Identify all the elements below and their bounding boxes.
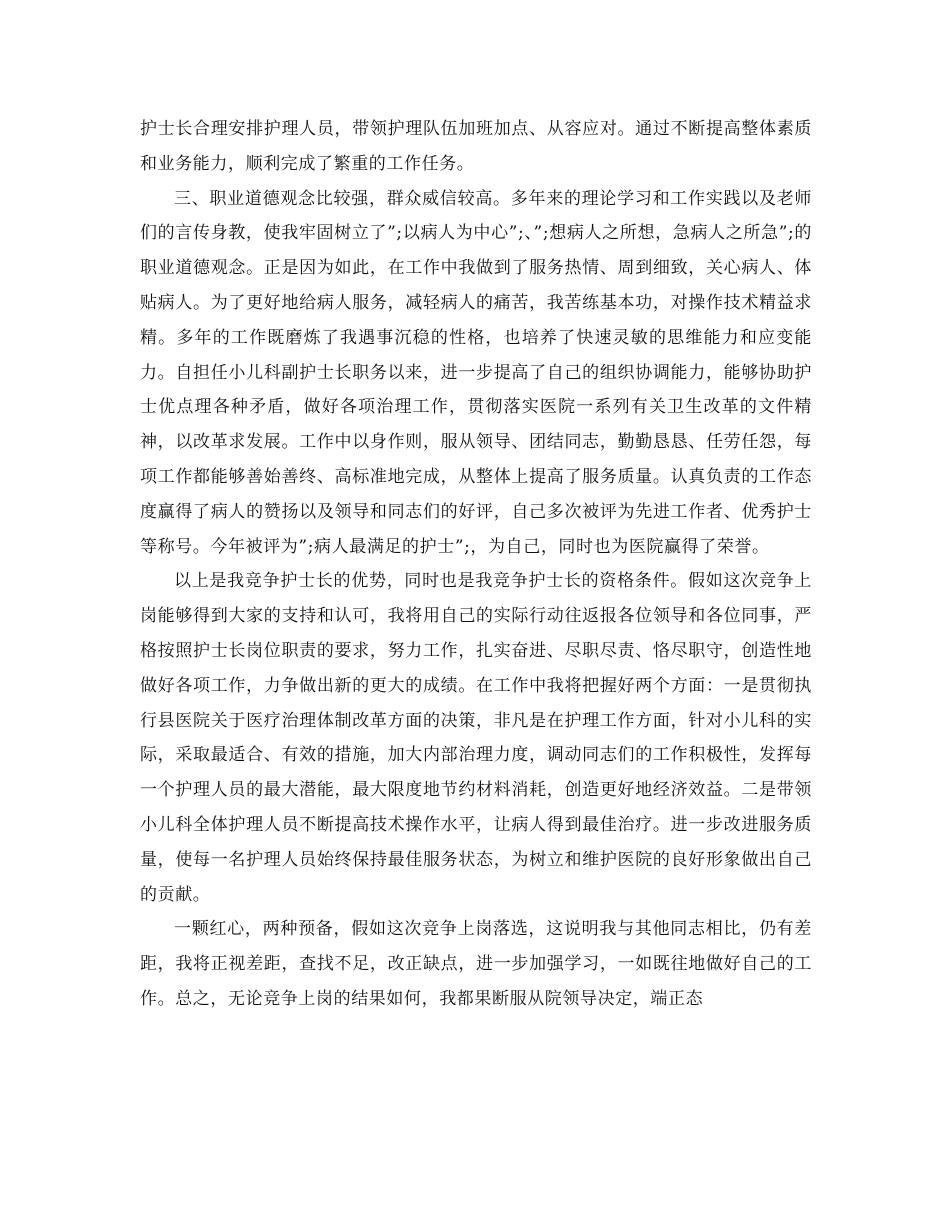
paragraph-4: 一颗红心，两种预备，假如这次竞争上岗落选，这说明我与其他同志相比，仍有差距，我将正视差距，查找不足，改正缺点，进一步加强学习，一如既往地做好自己的工作。总之，无论竞争上岗的结果如何，我都果断服从院领导决定，端正态 — [140, 919, 812, 1009]
document-body — [140, 112, 812, 1017]
paragraph-2: 三、职业道德观念比较强，群众威信较高。多年来的理论学习和工作实践以及老师们的言传身教，使我牢固树立了”;以病人为中心”;、”;想病人之所想，急病人之所急”;的职业道德观念。正是因为如此，在工作中我做到了服务热情、周到细致，关心病人、体贴病人。为了更好地给病人服务，减轻病人的痛苦，我苦练基本功，对操作技术精益求精。多年的工作既磨炼了我遇事沉稳的性格，也培养了快速灵敏的思维能力和应变能力。自担任小儿科副护士长职务以来，进一步提高了自己的组织协调能力，能够协助护士优点理各种矛盾，做好各项治理工作，贯彻落实医院一系列有关卫生改革的文件精神，以改革求发展。工作中以身作则，服从领导、团结同志，勤勤恳恳、任劳任怨，每项工作都能够善始善终、高标准地完成，从整体上提高了服务质量。认真负责的工作态度赢得了病人的赞扬以及领导和同志们的好评，自己多次被评为先进工作者、优秀护士等称号。今年被评为”;病人最满足的护士”;，为自己，同时也为医院赢得了荣誉。 — [140, 188, 812, 557]
paragraph-1: 护士长合理安排护理人员，带领护理队伍加班加点、从容应对。通过不断提高整体素质和业务能力，顺利完成了繁重的工作任务。 — [140, 119, 812, 174]
paragraph-3: 以上是我竞争护士长的优势，同时也是我竞争护士长的资格条件。假如这次竞争上岗能够得到大家的支持和认可，我将用自己的实际行动往返报各位领导和各位同事，严格按照护士长岗位职责的要求，努力工作，扎实奋进、尽职尽责、恪尽职守，创造性地做好各项工作，力争做出新的更大的成绩。在工作中我将把握好两个方面：一是贯彻执行县医院关于医疗治理体制改革方面的决策，非凡是在护理工作方面，针对小儿科的实际，采取最适合、有效的措施，加大内部治理力度，调动同志们的工作积极性，发挥每一个护理人员的最大潜能，最大限度地节约材料消耗，创造更好地经济效益。二是带领小儿科全体护理人员不断提高技术操作水平，让病人得到最佳治疗。进一步改进服务质量，使每一名护理人员始终保持最佳服务状态，为树立和维护医院的良好形象做出自己的贡献。 — [140, 571, 812, 905]
